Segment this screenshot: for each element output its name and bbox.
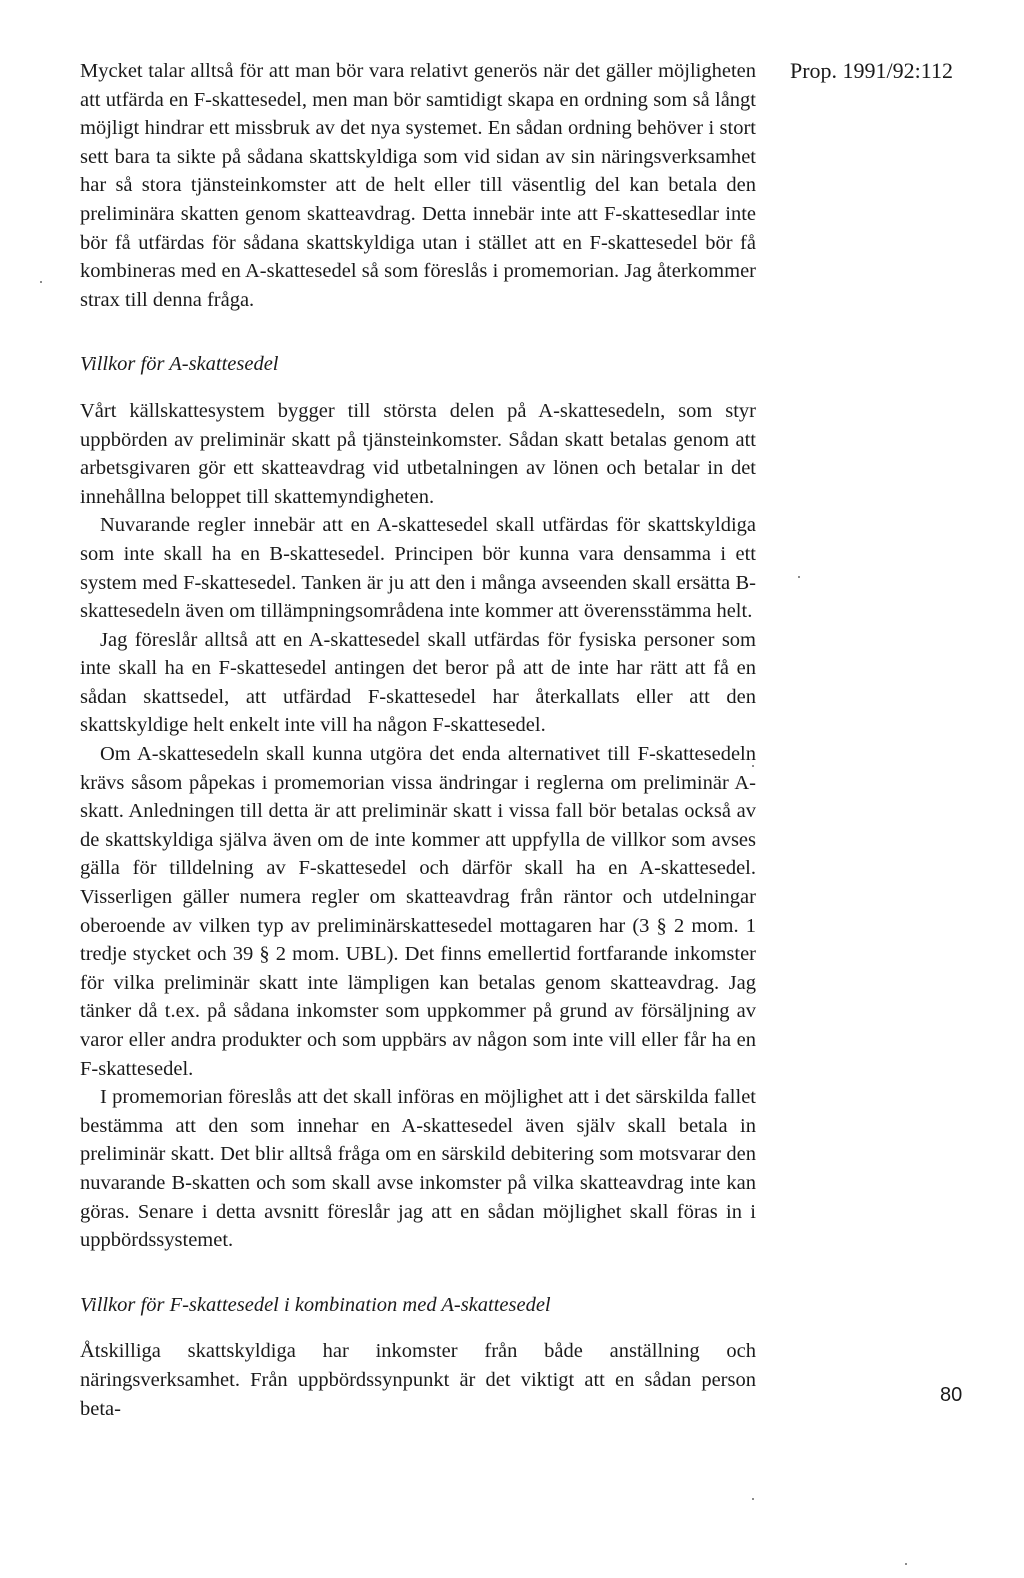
section1-paragraph-5: I promemorian föreslås att det skall införas en möjlighet att i det särskilda fallet bestämma att den som innehar en A-skattesedel även själv skall betala in preliminär skatt. Det blir alltså fråga om en särskild debitering som motsvarar den nuvarande B-skatten och som skall avse inkomster på vilka skatteavdrag inte kan göras. Senare i detta avsnitt föreslår jag att en sådan möjlighet skall föras in i uppbördssystemet. bbox=[80, 1086, 756, 1252]
page-number: 80 bbox=[940, 1384, 963, 1406]
scan-speck bbox=[40, 281, 42, 283]
section-heading-a-skattesedel: Villkor för A-skattesedel bbox=[80, 353, 279, 376]
scan-speck bbox=[905, 1563, 907, 1565]
proposition-reference: Prop. 1991/92:112 bbox=[790, 58, 953, 83]
section2-paragraph-1: Åtskilliga skattskyldiga har inkomster från både anställning och näringsverksamhet. Från uppbördssynpunkt är det viktigt att en sådan person beta- bbox=[80, 1340, 756, 1420]
section1-paragraph-1: Vårt källskattesystem bygger till största delen på A-skattesedeln, som styr uppbörden av preliminär skatt på tjänsteinkomster. Sådan skatt betalas genom att arbetsgivaren gör ett skatteavdrag vid utbetalningen av lönen och betalar in det innehållna beloppet till skattemyndigheten. bbox=[80, 399, 756, 508]
scan-speck bbox=[798, 576, 800, 578]
section1-paragraph-3: Jag föreslår alltså att en A-skattesedel skall utfärdas för fysiska personer som inte skall ha en F-skattesedel antingen det beror på att de inte har rätt att få en sådan skattsedel, att utfärdad F-skattesedel har återkallats eller att den skattskyldige helt enkelt inte vill ha någon F-skattesedel. bbox=[80, 628, 756, 737]
scan-speck bbox=[752, 1498, 754, 1500]
section1-paragraph-2: Nuvarande regler innebär att en A-skattesedel skall utfärdas för skattskyldiga som inte skall ha en B-skattesedel. Principen bör kunna vara densamma i ett system med F-skattesedel. Tanken är ju att den i många avseenden skall ersätta B-skattesedeln även om tillämpningsområdena inte kommer att överensstämma helt. bbox=[80, 514, 756, 623]
section-heading-f-skattesedel-kombination: Villkor för F-skattesedel i kombination med A-skattesedel bbox=[80, 1293, 551, 1316]
section1-paragraph-4: Om A-skattesedeln skall kunna utgöra det enda alternativet till F-skattesedeln krävs såsom påpekas i promemorian vissa ändringar i reglerna om preliminär A-skatt. Anledningen till detta är att preliminär skatt i vissa fall bör betalas också av de skattskyldiga själva även om de inte kommer att uppfylla de villkor som avses gälla för tilldelning av F-skattesedel och därför skall ha en A-skattesedel. Visserligen gäller numera regler om skatteavdrag från räntor och utdelningar oberoende av vilken typ av preliminärskattesedel mottagaren har (3 § 2 mom. 1 tredje stycket och 39 § 2 mom. UBL). Det finns emellertid fortfarande inkomster för vilka preliminär skatt inte lämpligen kan betalas genom skatteavdrag. Jag tänker då t.ex. på sådana inkomster som uppkommer på grund av försäljning av varor eller andra produkter och som uppbärs av någon som inte vill eller får ha en F-skattesedel. bbox=[80, 743, 756, 1080]
intro-paragraph: Mycket talar alltså för att man bör vara relativt generös när det gäller möjligheten att utfärda en F-skattesedel, men man bör samtidigt skapa en ordning som så långt möjligt hindrar ett missbruk av det nya systemet. En sådan ordning behöver i stort sett bara ta sikte på sådana skattskyldiga som vid sidan av sin näringsverksamhet har så stora tjänsteinkomster att de helt eller till väsentlig del kan betala den preliminära skatten genom skatteavdrag. Detta innebär inte att F-skattesedlar inte bör få utfärdas för sådana skattskyldiga utan i stället att en F-skattesedel bör få kombineras med en A-skattesedel så som föreslås i promemorian. Jag återkommer strax till denna fråga. bbox=[80, 60, 756, 311]
scan-speck bbox=[752, 765, 754, 767]
body-text-column bbox=[80, 57, 756, 1423]
